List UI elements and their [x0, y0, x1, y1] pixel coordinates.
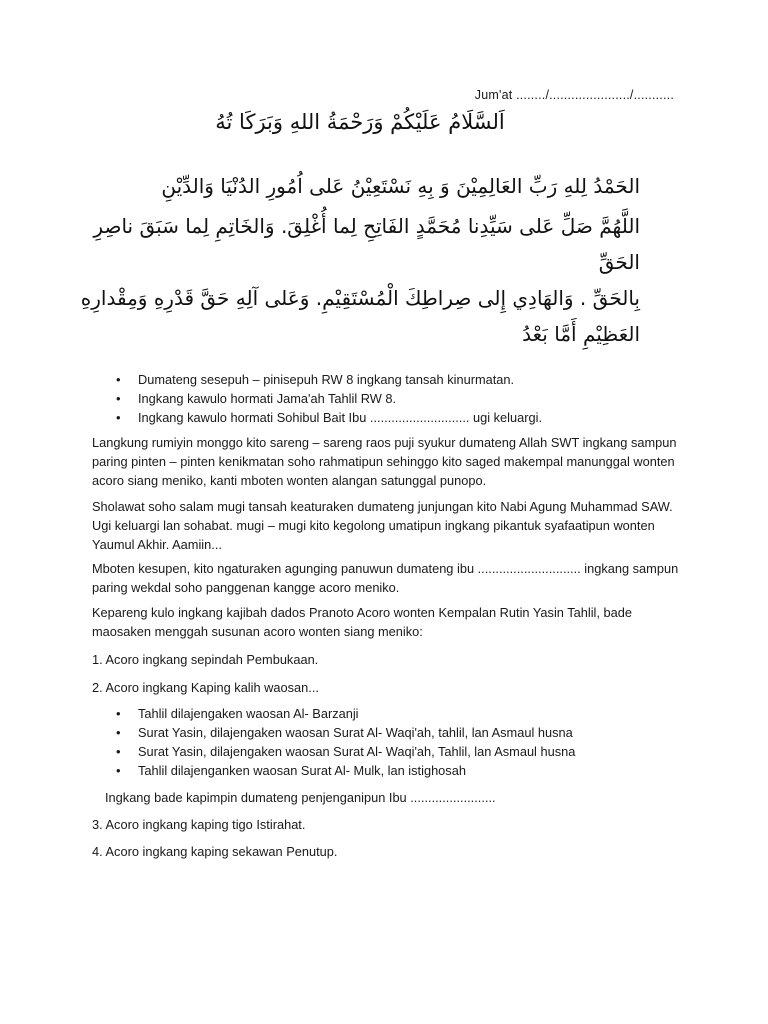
arabic-salam: اَلسَّلَامُ عَلَيْكُمْ وَرَحْمَةُ اللهِ وَبَرَكَا تُهُ — [215, 110, 505, 134]
arabic-line: الحَمْدُ لِلهِ رَبِّ العَالِمِيْنَ وَ بِهِ نَسْتَعِيْنُ عَلى اُمُورِ الدُنْيَا وَالدِّيْنِ — [161, 174, 640, 198]
paragraph-thanks: Mboten kesupen, kito ngaturaken agunging panuwun dumateng ibu ............................. ingkang sampun paring wekdal soho panggenan kangge acoro meniko. — [92, 561, 679, 595]
arabic-line: العَظِيْمِ أَمَّا بَعْدُ — [522, 322, 640, 346]
date-line: Jum'at ......../....................../........... — [474, 88, 674, 102]
agenda-item-2: 2. Acoro ingkang Kaping kalih waosan... — [92, 680, 319, 695]
list-item: • Ingkang kawulo hormati Sohibul Bait Ibu ............................ ugi keluargi. — [92, 408, 682, 427]
list-item: • Tahlil dilajenganken waosan Surat Al- Mulk, lan istighosah — [92, 761, 682, 780]
agenda-item-4: 4. Acoro ingkang kaping sekawan Penutup. — [92, 844, 338, 859]
list-item: • Dumateng sesepuh – pinisepuh RW 8 ingkang tansah kinurmatan. — [92, 370, 682, 389]
arabic-opening-block — [74, 168, 640, 352]
paragraph-gratitude: Langkung rumiyin monggo kito sareng – sareng raos puji syukur dumateng Allah SWT ingkang sampun paring pinten – pinten kenikmatan soho rahmatipun sehinggo kito saged makempal manunggal wonten acoro siang meniko, kanti mboten wonten alangan satunggal punopo. — [92, 435, 677, 488]
arabic-line: اللَّهُمَّ صَلِّ عَلى سَيِّدِنا مُحَمَّدٍ الفَاتِحِ لِما أُغْلِقَ. وَالخَاتِمِ لِما سَبَقَ ناصِرِ الحَقِّ — [93, 214, 640, 274]
agenda-item-3: 3. Acoro ingkang kaping tigo Istirahat. — [92, 817, 306, 832]
list-item: • Ingkang kawulo hormati Jama'ah Tahlil RW 8. — [92, 389, 682, 408]
paragraph-intro-agenda: Kepareng kulo ingkang kajibah dados Pranoto Acoro wonten Kempalan Rutin Yasin Tahlil, bade maosaken menggah susunan acoro wonten siang meniko: — [92, 605, 632, 639]
list-item: • Tahlil dilajengaken waosan Al- Barzanji — [92, 704, 682, 723]
leader-line: Ingkang bade kapimpin dumateng penjenganipun Ibu ........................ — [105, 790, 496, 805]
reading-options-list — [92, 704, 682, 780]
paragraph-sholawat: Sholawat soho salam mugi tansah keaturaken dumateng junjungan kito Nabi Agung Muhammad SAW. Ugi keluargi lan sohabat. mugi – mugi kito kegolong umatipun ingkang pikantuk syafaatipun wonten Yaumul Akhir. Aamiin... — [92, 499, 673, 552]
greeting-list — [92, 370, 682, 427]
list-item: • Surat Yasin, dilajengaken waosan Surat Al- Waqi'ah, Tahlil, lan Asmaul husna — [92, 742, 682, 761]
agenda-item-1: 1. Acoro ingkang sepindah Pembukaan. — [92, 652, 319, 667]
arabic-line: بِالحَقِّ . وَالهَادِي إِلى صِراطِكَ الْمُسْتَقِيْمِ. وَعَلى آلِهِ حَقَّ قَدْرِهِ وَمِقْدارِهِ — [80, 286, 640, 310]
list-item: • Surat Yasin, dilajengaken waosan Surat Al- Waqi'ah, tahlil, lan Asmaul husna — [92, 723, 682, 742]
